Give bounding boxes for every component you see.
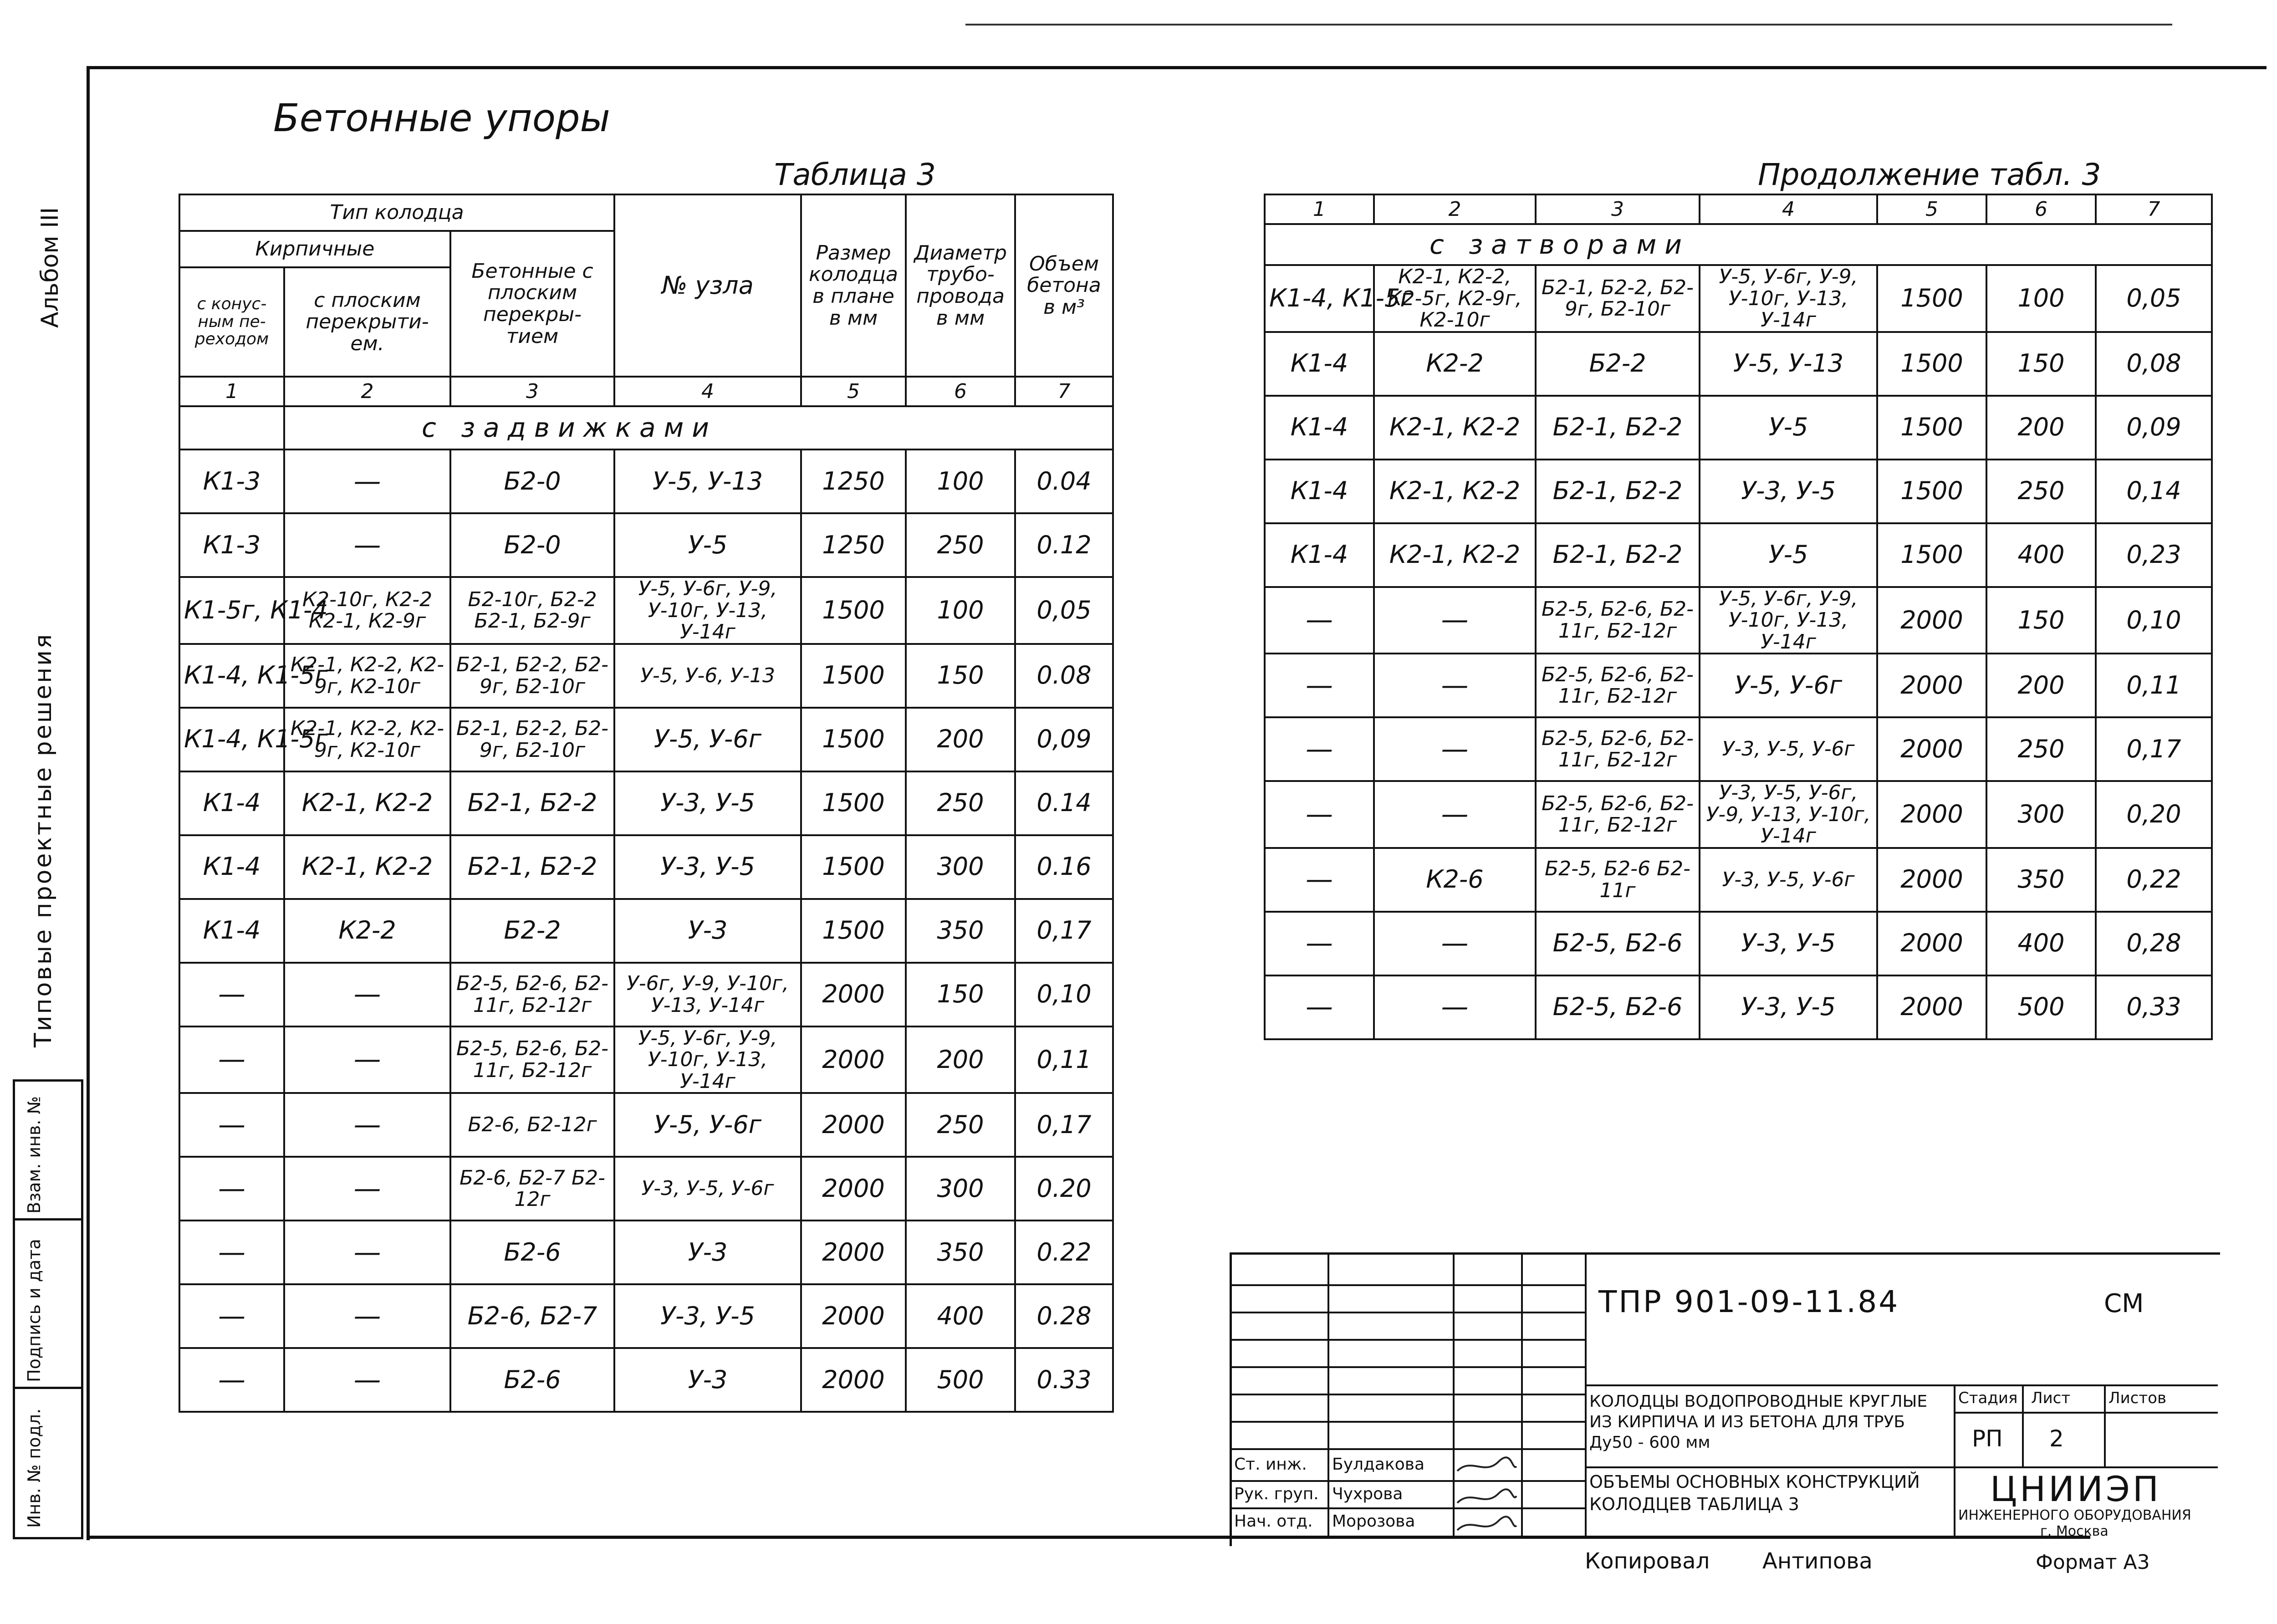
person-1: Булдакова [1332,1455,1425,1474]
table-cell: 0.04 [1015,449,1113,513]
hdr-size: Размер колодца в плане в мм [801,194,906,377]
table-cell: Б2-0 [450,513,614,577]
hdr-diameter: Диаметр трубо- провода в мм [906,194,1015,377]
table-cell: 0,10 [2096,587,2212,654]
table-cell: 150 [1986,587,2096,654]
table-row [1265,265,2212,332]
num-cell: 3 [1536,194,1700,224]
table-cell: Б2-5, Б2-6, Б2-11г, Б2-12г [1536,717,1700,781]
table-cell: Б2-2 [450,899,614,963]
table-cell: К2-2 [284,899,450,963]
table-cell: 2000 [1877,587,1986,654]
num-cell: 1 [179,377,284,406]
table-cell: 300 [1986,781,2096,848]
table-cell: Б2-5, Б2-6, Б2-11г, Б2-12г [450,963,614,1026]
table-cell: 350 [1986,848,2096,912]
table-cell: 0,22 [2096,848,2212,912]
tb-hline [1585,1384,2218,1386]
table-cell: 0.33 [1015,1348,1113,1412]
table-cell: К1-4 [179,899,284,963]
table-cell: Б2-5, Б2-6, Б2-11г, Б2-12г [450,1026,614,1093]
table-cell: К1-4 [1265,332,1374,396]
table-cell: У-5, У-6г, У-9, У-10г, У-13, У-14г [614,1026,801,1093]
table-cell: Б2-10г, Б2-2 Б2-1, Б2-9г [450,577,614,644]
sheet-label: Лист [2031,1389,2071,1407]
hdr-brick: Кирпичные [179,231,450,267]
table-cell: К2-1, К2-2, К2-9г, К2-10г [284,708,450,771]
left-stamp-inv: Инв. № подл. [24,1408,44,1528]
table-cell: 0.08 [1015,644,1113,708]
table-cell: Б2-1, Б2-2, Б2-9г, Б2-10г [1536,265,1700,332]
hdr-conical: с конус- ным пе- реходом [179,267,284,377]
num-cell: 1 [1265,194,1374,224]
tb-hline [1230,1366,1585,1368]
table-cell: У-5, У-6г [614,708,801,771]
hdr-concrete: Бетонные с плоским перекры- тием [450,231,614,377]
table-row [179,771,1113,835]
table-cell: 0,05 [1015,577,1113,644]
table-cell: 350 [906,899,1015,963]
table-cell: 2000 [1877,975,1986,1039]
table-cell: К1-4 [179,835,284,899]
table-cell: Б2-1, Б2-2 [1536,523,1700,587]
table-cell: К1-4, К1-5г [1265,265,1374,332]
num-cell: 3 [450,377,614,406]
table-cell: 0,10 [1015,963,1113,1026]
table-cell: 0.16 [1015,835,1113,899]
sheet-value: 2 [2049,1425,2064,1452]
table-cell: Б2-5, Б2-6, Б2-11г, Б2-12г [1536,587,1700,654]
table-cell: 150 [906,644,1015,708]
table-cell: У-3, У-5, У-6г [1700,848,1877,912]
table-cell: — [179,1221,284,1284]
table-row [179,644,1113,708]
table-cell: У-6г, У-9, У-10г, У-13, У-14г [614,963,801,1026]
table-cell: К1-4 [179,771,284,835]
stage-label: Стадия [1958,1389,2018,1407]
table-cell: 300 [906,1157,1015,1221]
table-cell: Б2-6 [450,1221,614,1284]
table-cell: У-3 [614,1348,801,1412]
table-cell: Б2-1, Б2-2, Б2-9г, Б2-10г [450,708,614,771]
table-cell: Б2-2 [1536,332,1700,396]
top-line [965,24,2172,26]
table-cell: — [1265,654,1374,717]
table-cell: Б2-5, Б2-6 [1536,912,1700,975]
tb-hline [1230,1507,1585,1509]
sheet-mark: СМ [2104,1289,2144,1318]
table-cell: 2000 [1877,912,1986,975]
table-cell: Б2-6, Б2-7 Б2-12г [450,1157,614,1221]
person-3: Морозова [1332,1512,1415,1531]
table-cell: 0.28 [1015,1284,1113,1348]
table-cell: 400 [1986,912,2096,975]
table-cell: Б2-1, Б2-2 [1536,396,1700,460]
org-city: г. Москва [2040,1523,2109,1539]
table-cell: 0,11 [2096,654,2212,717]
album-label: Альбом III [36,207,64,328]
num-cell: 6 [1986,194,2096,224]
table-cell: 1500 [801,708,906,771]
table-cell: 1500 [801,771,906,835]
table-cell: 0,09 [1015,708,1113,771]
table-cell: 0,11 [1015,1026,1113,1093]
table-cell: 100 [906,577,1015,644]
copied-label: Копировал [1585,1548,1710,1574]
table-cell: 100 [1986,265,2096,332]
table-cell: У-3, У-5 [614,1284,801,1348]
table-cell: 1500 [801,644,906,708]
table-cell: 100 [906,449,1015,513]
table3-cont [1264,194,2213,1040]
tb-hline [1230,1421,1585,1423]
num-cell: 2 [284,377,450,406]
table-row [179,1093,1113,1157]
table-cell: — [179,1157,284,1221]
table-cell: К2-1, К2-2 [1374,396,1536,460]
table-cell: У-3 [614,1221,801,1284]
table-cell: 0,20 [2096,781,2212,848]
table-cell: 2000 [1877,781,1986,848]
table-cell: — [1374,654,1536,717]
table-row [179,1348,1113,1412]
table-cell: Б2-5, Б2-6, Б2-11г, Б2-12г [1536,781,1700,848]
table-cell: К1-4 [1265,460,1374,523]
table-cell: 1500 [1877,523,1986,587]
num-row [179,377,1113,406]
table-cell: К1-4 [1265,396,1374,460]
table-cell: У-5, У-6г, У-9, У-10г, У-13, У-14г [1700,265,1877,332]
num-cell: 7 [1015,377,1113,406]
table-row [1265,717,2212,781]
table-cell: 2000 [801,1284,906,1348]
section-label: с затворами [1265,224,2212,265]
tb-hline [1230,1284,1585,1286]
person-2: Чухрова [1332,1485,1403,1503]
tb-hline [1954,1412,2218,1414]
table-cell: Б2-1, Б2-2 [450,835,614,899]
table-cell: К2-10г, К2-2 К2-1, К2-9г [284,577,450,644]
table-cell: — [1374,975,1536,1039]
table-cell: 500 [1986,975,2096,1039]
table-cell: — [284,1157,450,1221]
table-row [1265,396,2212,460]
table-cell: 2000 [801,963,906,1026]
num-cell: 7 [2096,194,2212,224]
table-cell: Б2-6 [450,1348,614,1412]
table-cell: — [179,1348,284,1412]
format-label: Формат А3 [2036,1551,2150,1574]
table-cell: К1-4, К1-5г [179,644,284,708]
table-cell: — [1265,848,1374,912]
table-cell: — [1265,587,1374,654]
table-cell: У-3, У-5, У-6г [1700,717,1877,781]
table-cell: — [284,963,450,1026]
table-row [179,1284,1113,1348]
table-cell: 2000 [1877,654,1986,717]
table-row [179,899,1113,963]
tb-hline [1230,1480,1585,1482]
doc-code: ТПР 901-09-11.84 [1598,1284,1900,1319]
table-cell: 200 [1986,654,2096,717]
table-cell: — [1374,912,1536,975]
tb-vline [1954,1466,1955,1537]
table-cell: 250 [906,513,1015,577]
left-stamp-replace: Взам. инв. № [24,1096,44,1214]
table-cell: 0,14 [2096,460,2212,523]
table-cell: К1-4 [1265,523,1374,587]
table-row [179,1221,1113,1284]
table-cell: Б2-5, Б2-6 [1536,975,1700,1039]
num-cell: 5 [1877,194,1986,224]
table-row [179,577,1113,644]
left-stamp [13,1079,83,1539]
table-cell: 1250 [801,513,906,577]
table-cell: У-3, У-5 [614,771,801,835]
table-cell: К2-1, К2-2 [284,771,450,835]
role-1: Ст. инж. [1234,1455,1307,1474]
table-cell: 200 [906,1026,1015,1093]
table-cell: 1250 [801,449,906,513]
table-row [1265,332,2212,396]
table-cell: 250 [906,1093,1015,1157]
table-cell: 0,23 [2096,523,2212,587]
table-cell: — [284,449,450,513]
table-cell: 400 [1986,523,2096,587]
table-cell: 2000 [801,1026,906,1093]
table-cell: У-5 [1700,396,1877,460]
table-cell: — [1265,717,1374,781]
table-cell: 0,17 [1015,899,1113,963]
table-cell: — [179,1093,284,1157]
side-label: Типовые проектные решения [30,632,57,1047]
table-row [179,708,1113,771]
table-cell: 0,17 [1015,1093,1113,1157]
table-cell: — [1265,975,1374,1039]
left-stamp-divider [15,1218,81,1221]
table-cell: 500 [906,1348,1015,1412]
table-cell: У-3, У-5 [1700,460,1877,523]
table-cell: 0,33 [2096,975,2212,1039]
table-cell: У-5 [614,513,801,577]
table-cell: У-3, У-5 [614,835,801,899]
table-cell: 1500 [1877,460,1986,523]
table-cell: 150 [906,963,1015,1026]
section-spacer [179,406,284,449]
table-row [179,835,1113,899]
num-cell: 5 [801,377,906,406]
table-cell: У-3, У-5, У-6г [614,1157,801,1221]
num-cell: 4 [1700,194,1877,224]
table-cell: 300 [906,835,1015,899]
table-cell: 250 [1986,717,2096,781]
table-cell: К2-6 [1374,848,1536,912]
table-row [1265,848,2212,912]
table-cell: 2000 [1877,848,1986,912]
table-cell: У-3, У-5, У-6г, У-9, У-13, У-10г, У-14г [1700,781,1877,848]
table-cell: 0,05 [2096,265,2212,332]
table-cell: 1500 [801,899,906,963]
table-cell: 200 [1986,396,2096,460]
tb-vline [2104,1384,2106,1466]
table-cell: 1500 [801,835,906,899]
table-row [1265,781,2212,848]
table-cell: 350 [906,1221,1015,1284]
table-cell: 0.22 [1015,1221,1113,1284]
table-cell: — [1374,717,1536,781]
table-cell: Б2-1, Б2-2, Б2-9г, Б2-10г [450,644,614,708]
table-cell: У-5, У-6г, У-9, У-10г, У-13, У-14г [614,577,801,644]
table-cell: 0.12 [1015,513,1113,577]
tb-hline [1230,1448,1585,1450]
table-cell: Б2-6, Б2-12г [450,1093,614,1157]
table-cell: У-5, У-13 [614,449,801,513]
table-cell: — [1374,781,1536,848]
table-cell: — [1265,912,1374,975]
sheets-label: Листов [2109,1389,2167,1407]
table-cell: У-5, У-6г, У-9, У-10г, У-13, У-14г [1700,587,1877,654]
stage-value: РП [1972,1425,2003,1452]
table-cell: У-3, У-5 [1700,975,1877,1039]
table-cell: 1500 [1877,332,1986,396]
table-cell: 1500 [1877,265,1986,332]
hdr-node: № узла [614,194,801,377]
left-stamp-divider [15,1387,81,1389]
tb-vline [1954,1384,1955,1466]
table-cell: 250 [1986,460,2096,523]
num-cell: 4 [614,377,801,406]
table-cell: К2-2 [1374,332,1536,396]
table-cell: 200 [906,708,1015,771]
table-cell: — [179,1026,284,1093]
table-cell: У-5, У-6г [614,1093,801,1157]
role-2: Рук. груп. [1234,1485,1319,1503]
org-name: ЦНИИЭП [1990,1469,2162,1509]
num-row [1265,194,2212,224]
table-cell: У-5 [1700,523,1877,587]
table-cell: К1-3 [179,449,284,513]
table-cell: 0.20 [1015,1157,1113,1221]
table-cell: У-3 [614,899,801,963]
table-cell: — [284,1026,450,1093]
table-cell: 1500 [1877,396,1986,460]
page-title: Бетонные упоры [273,96,610,140]
table-cell: У-5, У-6, У-13 [614,644,801,708]
tb-vline [1585,1252,1587,1537]
table-row [179,1026,1113,1093]
table-row [179,1157,1113,1221]
table-cell: Б2-6, Б2-7 [450,1284,614,1348]
copier-name: Антипова [1762,1548,1873,1574]
table-cell: Б2-1, Б2-2 [450,771,614,835]
table-cell: 2000 [801,1157,906,1221]
table-row [179,513,1113,577]
tb-vline [2022,1384,2024,1466]
signatures [1453,1453,1521,1539]
table-row [1265,523,2212,587]
table-cell: — [1374,587,1536,654]
num-cell: 6 [906,377,1015,406]
table-cell: 0,17 [2096,717,2212,781]
table-cell: К1-5г, К1-4 [179,577,284,644]
hdr-flat: с плоским перекрыти- ем. [284,267,450,377]
table-cell: 2000 [1877,717,1986,781]
table-row [1265,975,2212,1039]
table-cell: 0,08 [2096,332,2212,396]
table-cell: К1-3 [179,513,284,577]
table-cell: 1500 [801,577,906,644]
tb-hline [1585,1466,2218,1468]
table-cell: — [284,1284,450,1348]
table-cell: К2-1, К2-2 [1374,460,1536,523]
table-row [179,449,1113,513]
left-stamp-sign: Подпись и дата [24,1239,44,1382]
num-cell: 2 [1374,194,1536,224]
table-row [1265,912,2212,975]
table-cell: 2000 [801,1348,906,1412]
table-cell: — [284,513,450,577]
drawing-name-2: ОБЪЕМЫ ОСНОВНЫХ КОНСТРУКЦИЙ КОЛОДЦЕВ ТАБЛИЦА 3 [1589,1472,1920,1515]
section-label: с задвижками [284,406,1113,449]
table-cell: К2-1, К2-2 [284,835,450,899]
table-cell: — [284,1093,450,1157]
table-cell: — [284,1221,450,1284]
table-cell: У-5, У-6г [1700,654,1877,717]
table3-cont-caption: Продолжение табл. 3 [1758,157,2101,192]
table-cell: — [179,963,284,1026]
table-cell: К2-1, К2-2, К2-5г, К2-9г, К2-10г [1374,265,1536,332]
table-cell: — [179,1284,284,1348]
table-cell: — [1265,781,1374,848]
table-cell: 0.14 [1015,771,1113,835]
table-cell: 2000 [801,1221,906,1284]
table-row [1265,460,2212,523]
table-cell: К2-1, К2-2, К2-9г, К2-10г [284,644,450,708]
org-name-2: ИНЖЕНЕРНОГО ОБОРУДОВАНИЯ [1958,1507,2191,1523]
drawing-name-1: КОЛОДЦЫ ВОДОПРОВОДНЫЕ КРУГЛЫЕ ИЗ КИРПИЧА И ИЗ БЕТОНА ДЛЯ ТРУБ Ду50 - 600 мм [1589,1392,1928,1452]
table-cell: 400 [906,1284,1015,1348]
role-3: Нач. отд. [1234,1512,1313,1531]
table-row [1265,587,2212,654]
table-cell: К1-4, К1-5г [179,708,284,771]
table-row [1265,654,2212,717]
hdr-volume: Объем бетона в м³ [1015,194,1113,377]
table-cell: 2000 [801,1093,906,1157]
table-cell: 0,09 [2096,396,2212,460]
table-cell: У-3, У-5 [1700,912,1877,975]
table-cell: Б2-1, Б2-2 [1536,460,1700,523]
tb-hline [1230,1312,1585,1313]
table3-caption: Таблица 3 [774,157,936,192]
tb-hline [1230,1339,1585,1341]
table-cell: — [284,1348,450,1412]
tb-hline [1230,1394,1585,1395]
table3 [179,194,1114,1413]
table-cell: 0,28 [2096,912,2212,975]
table-cell: Б2-5, Б2-6 Б2-11г [1536,848,1700,912]
hdr-type-group: Тип колодца [179,194,614,231]
table-row [179,963,1113,1026]
table-cell: 250 [906,771,1015,835]
table-cell: Б2-5, Б2-6, Б2-11г, Б2-12г [1536,654,1700,717]
table-cell: У-5, У-13 [1700,332,1877,396]
table-cell: Б2-0 [450,449,614,513]
table-cell: 150 [1986,332,2096,396]
table-cell: К2-1, К2-2 [1374,523,1536,587]
